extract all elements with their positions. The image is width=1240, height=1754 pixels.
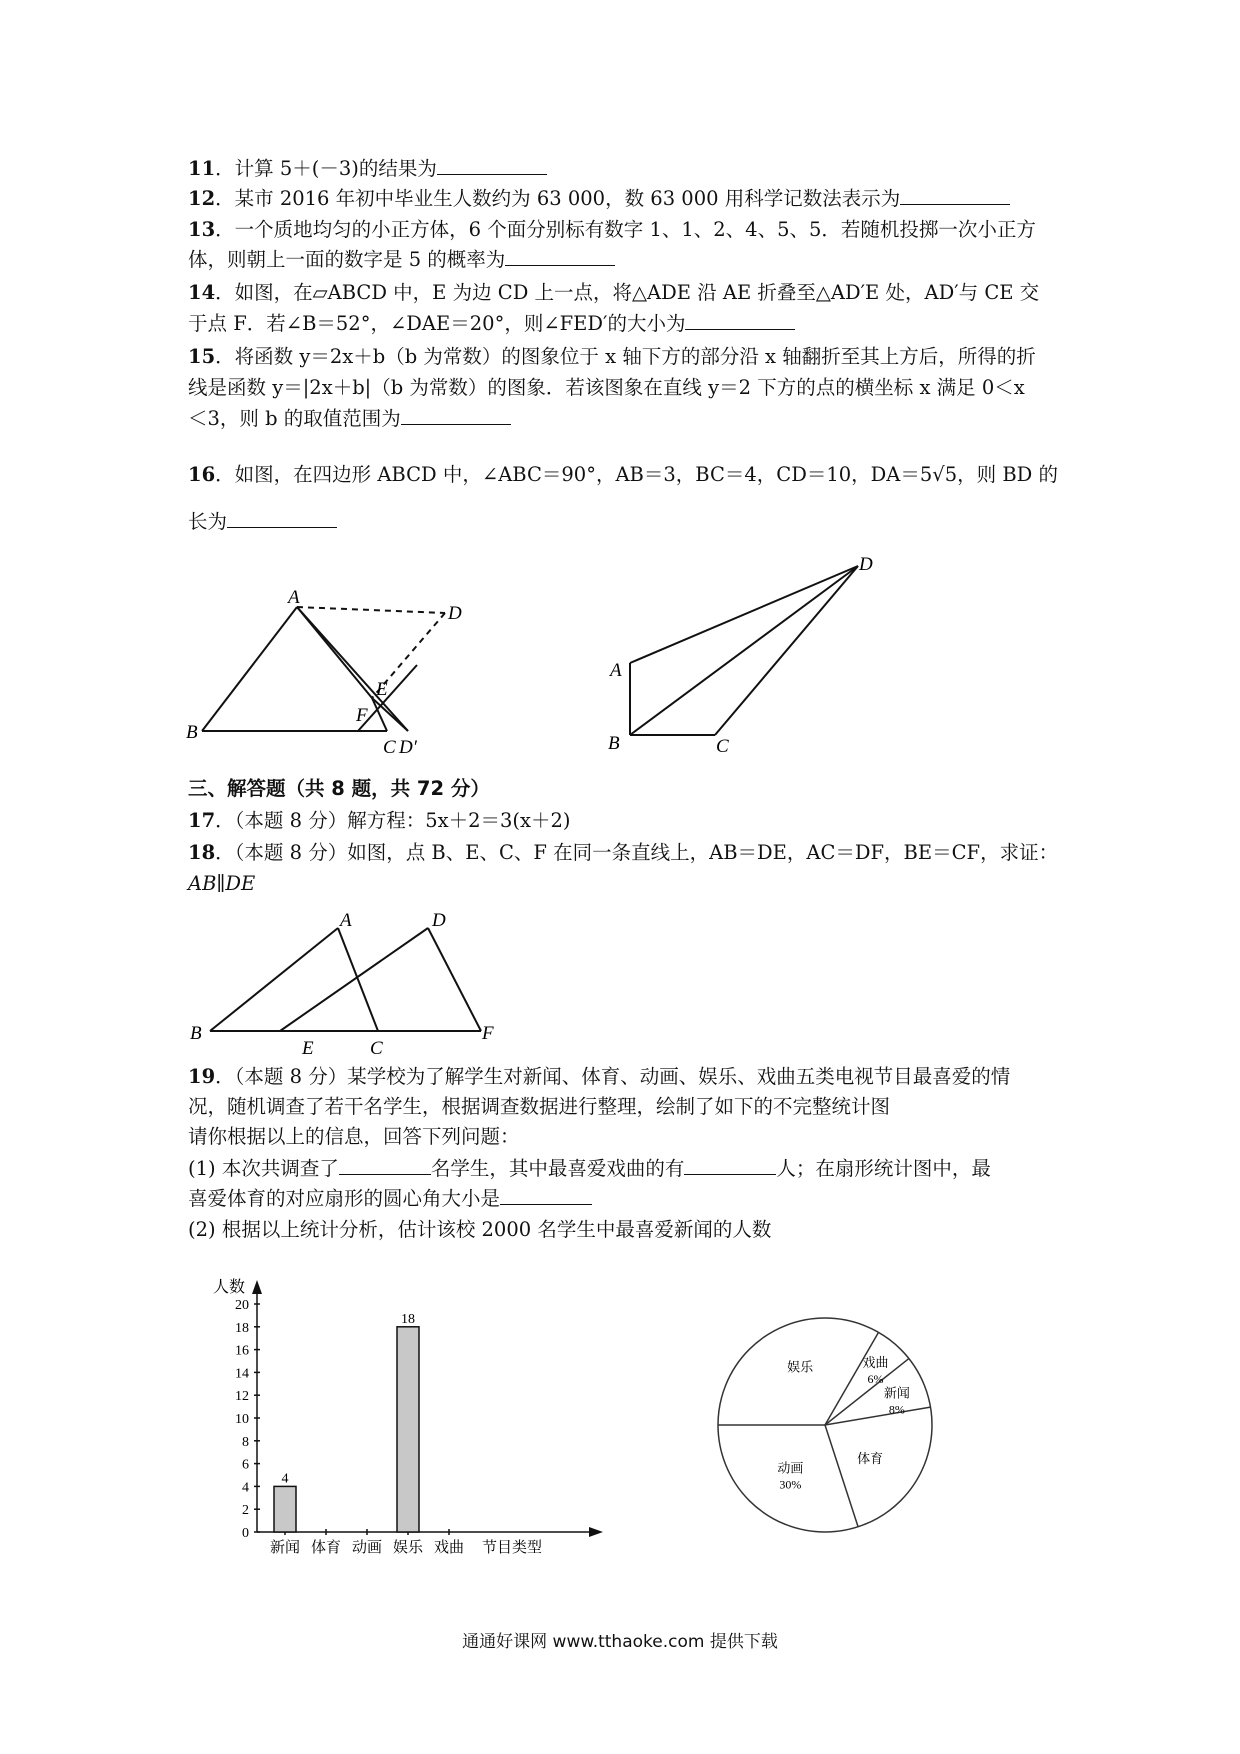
answer-blank-angle[interactable] bbox=[500, 1186, 592, 1205]
question-number: 18 bbox=[188, 841, 216, 864]
pie-chart bbox=[700, 1300, 950, 1550]
answer-blank[interactable] bbox=[227, 509, 337, 528]
question-19-part-1 bbox=[188, 1154, 1058, 1184]
question-text: AB∥DE bbox=[188, 872, 256, 895]
pie-slice-label: 体育 bbox=[857, 1450, 884, 1466]
question-19-part-1-continued bbox=[188, 1184, 1058, 1214]
question-text: ．如图，在▱ABCD 中，E 为边 CD 上一点，将△ADE 沿 AE 折叠至△AD′E 处，AD′与 CE 交 bbox=[215, 281, 1040, 304]
question-17 bbox=[188, 806, 1058, 836]
question-text: (2) 根据以上统计分析，估计该校 2000 名学生中最喜爱新闻的人数 bbox=[188, 1218, 772, 1241]
y-tick-label: 0 bbox=[242, 1526, 249, 1541]
pie-slice-percent: 6% bbox=[867, 1371, 884, 1386]
vertex-label-e: E bbox=[376, 679, 388, 700]
question-14 bbox=[188, 278, 1058, 308]
bar bbox=[274, 1486, 296, 1532]
pie-slice-boundary bbox=[825, 1425, 858, 1527]
vertex-label-c: C bbox=[383, 737, 396, 758]
question-number: 12 bbox=[188, 187, 216, 210]
x-axis-label: 节目类型 bbox=[481, 1540, 543, 1556]
question-number: 15 bbox=[188, 345, 216, 368]
x-tick-label: 戏曲 bbox=[433, 1540, 465, 1556]
question-number: 19 bbox=[188, 1065, 216, 1088]
question-18 bbox=[188, 838, 1058, 868]
y-tick-label: 4 bbox=[242, 1480, 249, 1496]
y-tick-label: 6 bbox=[242, 1457, 249, 1473]
question-number: 16 bbox=[188, 463, 216, 486]
question-19-prompt bbox=[188, 1122, 1058, 1152]
y-tick-label: 16 bbox=[235, 1343, 249, 1359]
answer-blank[interactable] bbox=[685, 311, 795, 330]
vertex-label-d: D bbox=[448, 603, 462, 624]
y-tick-label: 18 bbox=[235, 1320, 249, 1336]
question-text: 请你根据以上的信息，回答下列问题： bbox=[188, 1125, 520, 1148]
question-text: 线是函数 y＝|2x＋b|（b 为常数）的图象．若该图象在直线 y＝2 下方的点的横坐标 x 满足 0＜x bbox=[188, 376, 1025, 399]
x-tick-label: 动画 bbox=[351, 1540, 383, 1556]
question-13 bbox=[188, 215, 1058, 245]
question-text: ．一个质地均匀的小正方体，6 个面分别标有数字 1、1、2、4、5、5．若随机投掷一次小正方 bbox=[215, 218, 1036, 241]
y-tick-label: 14 bbox=[235, 1366, 249, 1382]
answer-blank-total[interactable] bbox=[339, 1156, 431, 1175]
question-text: 体，则朝上一面的数字是 5 的概率为 bbox=[188, 248, 506, 271]
question-15 bbox=[188, 342, 1058, 372]
pie-slice-label: 新闻 bbox=[883, 1385, 910, 1401]
vertex-label-d: D bbox=[859, 554, 873, 575]
vertex-label-c: C bbox=[370, 1038, 383, 1057]
answer-blank[interactable] bbox=[505, 247, 615, 266]
question-14-continued bbox=[188, 309, 1058, 339]
pie-slice-boundary bbox=[825, 1407, 931, 1425]
x-tick-label: 娱乐 bbox=[392, 1540, 424, 1556]
question-11 bbox=[188, 154, 1058, 184]
question-text: 人；在扇形统计图中，最 bbox=[776, 1157, 991, 1180]
question-18-continued bbox=[188, 869, 1058, 899]
x-tick-label: 新闻 bbox=[269, 1540, 301, 1556]
figure-16-quadrilateral bbox=[600, 550, 900, 765]
question-number: 13 bbox=[188, 218, 216, 241]
vertex-label-d-prime: D′ bbox=[399, 737, 417, 758]
pie-slice-percent: 8% bbox=[888, 1402, 905, 1417]
vertex-label-b: B bbox=[608, 733, 620, 754]
vertex-label-e: E bbox=[302, 1038, 314, 1057]
question-text: ．计算 5＋(－3)的结果为 bbox=[215, 157, 437, 180]
question-text: ．某市 2016 年初中毕业生人数约为 63 000，数 63 000 用科学记数法表示为 bbox=[215, 187, 901, 210]
answer-blank[interactable] bbox=[437, 156, 547, 175]
vertex-label-a: A bbox=[340, 910, 352, 931]
section-heading: 三、解答题（共 8 题，共 72 分） bbox=[188, 777, 490, 800]
question-text: ．（本题 8 分）解方程：5x＋2＝3(x＋2) bbox=[215, 809, 571, 832]
y-tick-label: 10 bbox=[235, 1412, 249, 1427]
question-15-continued bbox=[188, 373, 1058, 403]
vertex-label-a: A bbox=[610, 660, 622, 681]
x-axis-arrow bbox=[589, 1527, 603, 1537]
question-text: 况，随机调查了若干名学生，根据调查数据进行整理，绘制了如下的不完整统计图 bbox=[188, 1095, 891, 1118]
bar-value-label: 18 bbox=[401, 1311, 415, 1327]
vertex-label-b: B bbox=[186, 722, 198, 743]
answer-blank[interactable] bbox=[401, 406, 511, 425]
figure-14-parallelogram bbox=[180, 585, 530, 765]
figure-18-triangles bbox=[180, 902, 520, 1057]
y-tick-label: 8 bbox=[242, 1434, 249, 1450]
y-tick-label: 2 bbox=[242, 1503, 249, 1519]
pie-slice-percent: 30% bbox=[779, 1477, 802, 1492]
question-13-continued bbox=[188, 245, 1058, 275]
x-tick-label: 体育 bbox=[310, 1540, 342, 1556]
question-19 bbox=[188, 1062, 1058, 1092]
answer-blank[interactable] bbox=[900, 186, 1010, 205]
pie-slice-label: 娱乐 bbox=[787, 1359, 814, 1375]
question-number: 14 bbox=[188, 281, 216, 304]
y-axis-arrow bbox=[252, 1280, 262, 1294]
pie-slice-label: 动画 bbox=[777, 1460, 804, 1476]
question-text: ．（本题 8 分）如图，点 B、E、C、F 在同一条直线上，AB＝DE，AC＝DF，BE＝CF，求证： bbox=[215, 841, 1059, 864]
question-text: ．如图，在四边形 ABCD 中，∠ABC＝90°，AB＝3，BC＝4，CD＝10，DA＝5√5，则 BD 的 bbox=[215, 463, 1058, 486]
question-text: 喜爱体育的对应扇形的圆心角大小是 bbox=[188, 1187, 501, 1210]
question-text: (1) 本次共调查了 bbox=[188, 1157, 339, 1180]
question-text: 长为 bbox=[188, 510, 228, 533]
page-footer: 通通好课网 www.tthaoke.com 提供下载 bbox=[462, 1632, 778, 1652]
bar-value-label: 4 bbox=[281, 1471, 289, 1487]
question-number: 11 bbox=[188, 157, 216, 180]
question-16 bbox=[188, 460, 1058, 490]
vertex-label-f: F bbox=[482, 1023, 494, 1044]
bar bbox=[397, 1327, 419, 1532]
y-axis-label: 人数 bbox=[213, 1279, 246, 1296]
y-tick-label: 12 bbox=[235, 1389, 249, 1405]
question-19-continued bbox=[188, 1092, 1058, 1122]
bar-chart bbox=[195, 1262, 615, 1562]
vertex-label-f: F bbox=[356, 705, 368, 726]
question-number: 17 bbox=[188, 809, 216, 832]
pie-slice-label: 戏曲 bbox=[862, 1354, 889, 1370]
question-16-continued bbox=[188, 507, 1058, 537]
answer-blank-opera[interactable] bbox=[684, 1156, 776, 1175]
question-19-part-2 bbox=[188, 1215, 1058, 1245]
vertex-label-b: B bbox=[190, 1023, 202, 1044]
question-text: ．（本题 8 分）某学校为了解学生对新闻、体育、动画、娱乐、戏曲五类电视节目最喜爱的情 bbox=[215, 1065, 1011, 1088]
question-text: 于点 F．若∠B＝52°，∠DAE＝20°，则∠FED′的大小为 bbox=[188, 312, 686, 335]
question-15-continued-2 bbox=[188, 404, 1058, 434]
question-text: ．将函数 y＝2x＋b（b 为常数）的图象位于 x 轴下方的部分沿 x 轴翻折至其上方后，所得的折 bbox=[215, 345, 1036, 368]
vertex-label-d: D bbox=[432, 910, 446, 931]
question-text: 名学生，其中最喜爱戏曲的有 bbox=[430, 1157, 685, 1180]
y-tick-label: 20 bbox=[235, 1298, 249, 1313]
vertex-label-a: A bbox=[288, 587, 300, 608]
vertex-label-c: C bbox=[716, 736, 729, 757]
question-text: ＜3，则 b 的取值范围为 bbox=[188, 407, 401, 430]
question-12 bbox=[188, 184, 1058, 214]
